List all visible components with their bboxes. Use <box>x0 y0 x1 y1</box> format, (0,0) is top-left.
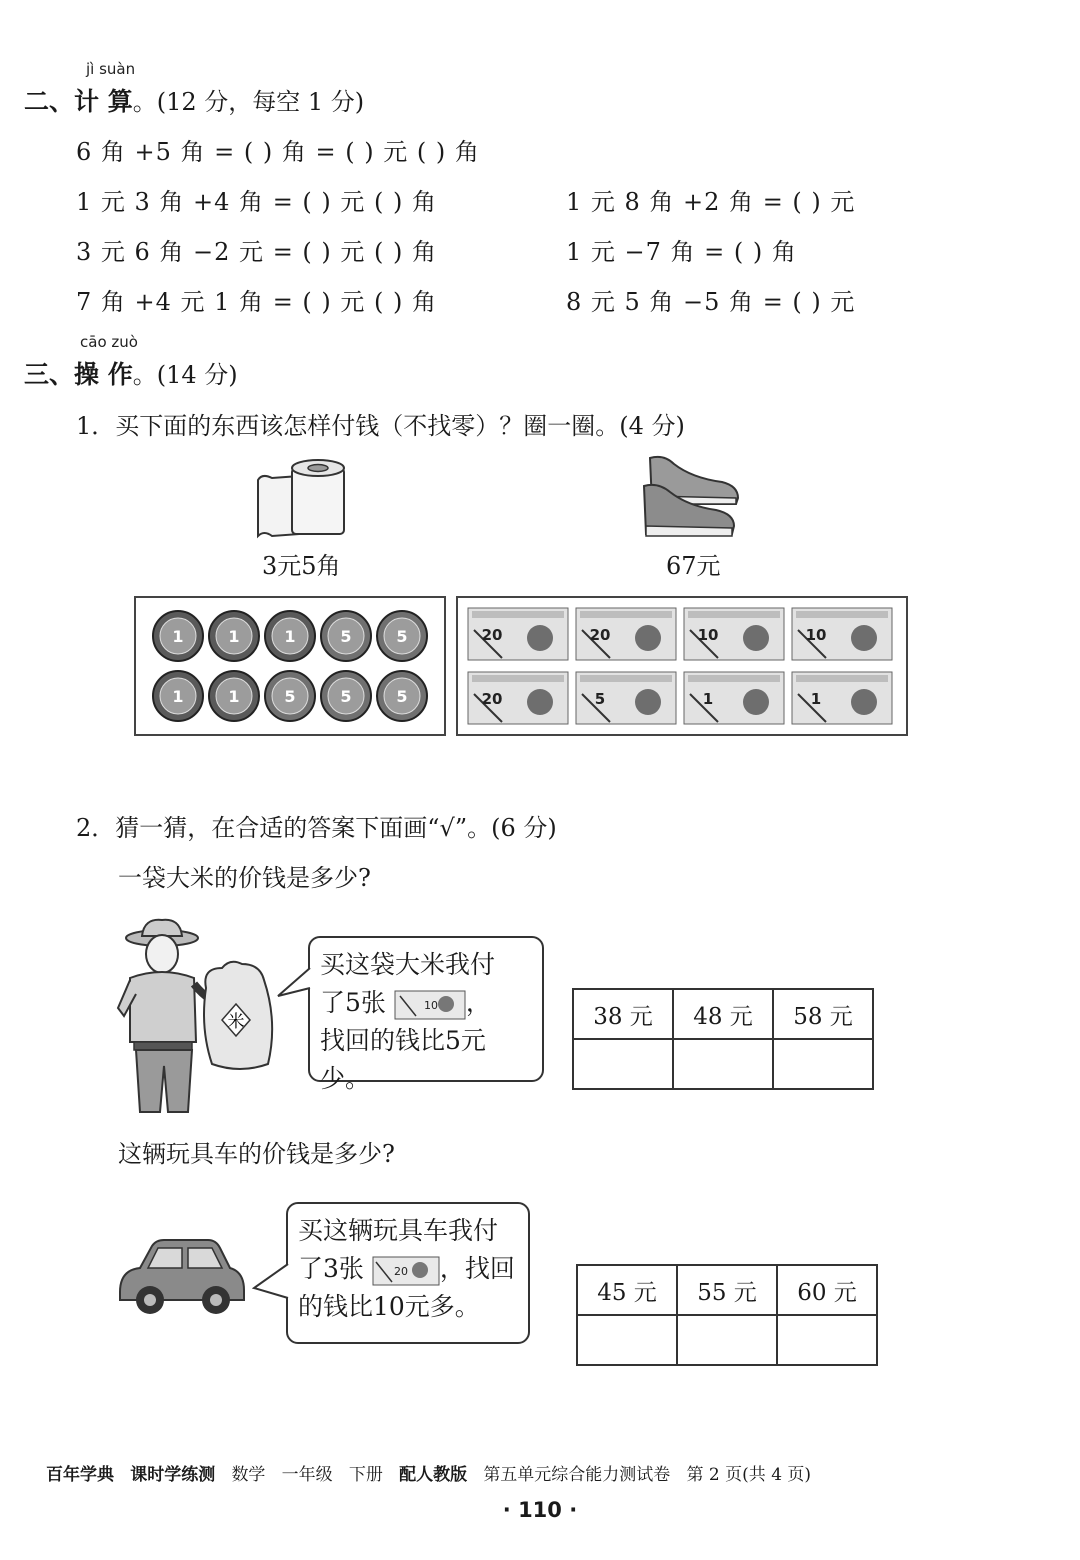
coin-value: 1 <box>172 687 184 706</box>
coins-svg <box>136 598 444 734</box>
section2-pinyin: jì suàn <box>86 60 136 78</box>
calc-line-2b: 1 元 8 角 +2 角 = ( ) 元 <box>566 188 856 216</box>
toy-car-icon <box>116 1234 248 1320</box>
five-jiao-coin[interactable] <box>377 671 427 721</box>
footer-series: 课时学练测 <box>130 1465 216 1485</box>
car-bubble-line-2 <box>298 1250 518 1288</box>
one-yuan-coin[interactable] <box>209 671 259 721</box>
rice-question: 一袋大米的价钱是多少? <box>118 864 371 892</box>
coin-value: 5 <box>340 687 352 706</box>
rice-bubble-line-3: 找回的钱比5元少。 <box>320 1026 486 1093</box>
coins-box <box>134 596 446 736</box>
banknote-value: 5 <box>594 690 606 708</box>
car-option-45: 45 元 <box>577 1265 677 1315</box>
coin-value: 5 <box>284 687 296 706</box>
calc-line-4b: 8 元 5 角 −5 角 = ( ) 元 <box>566 288 856 316</box>
rice-speech-bubble <box>308 936 544 1093</box>
q2-text: 2．猜一猜，在合适的答案下面画“√”。(6 分) <box>76 814 557 842</box>
rice-bag-label: 米 <box>227 1012 245 1032</box>
svg-text:20: 20 <box>393 1264 408 1278</box>
one-yuan-coin[interactable] <box>153 671 203 721</box>
shoes-icon <box>640 452 744 542</box>
rice-option-58: 58 元 <box>773 989 873 1039</box>
car-bubble-after: ，找回 <box>439 1254 515 1283</box>
rice-bubble-count: 了5张 <box>320 988 386 1017</box>
item1-price: 3元5角 <box>262 552 341 580</box>
banknote-value: 1 <box>810 690 822 708</box>
rice-option-48: 48 元 <box>673 989 773 1039</box>
car-option-60: 60 元 <box>777 1265 877 1315</box>
rice-answer-cell-1[interactable] <box>573 1039 673 1089</box>
item2-price: 67元 <box>666 552 721 580</box>
footer-subject: 数学 <box>231 1465 266 1485</box>
section3-note: 。(14 分) <box>132 361 238 389</box>
ten-yuan-note-icon <box>394 990 466 1020</box>
coin-value: 1 <box>228 627 240 646</box>
banknote-value: 20 <box>481 626 503 644</box>
farmer-icon <box>110 918 280 1114</box>
rice-bubble-tail <box>276 966 312 1000</box>
section2-note: 。(12 分，每空 1 分) <box>132 88 365 116</box>
banknote-20-yuan[interactable] <box>468 672 568 724</box>
five-jiao-coin[interactable] <box>321 671 371 721</box>
car-bubble-count: 了3张 <box>298 1254 364 1283</box>
calc-line-2a: 1 元 3 角 +4 角 = ( ) 元 ( ) 角 <box>76 188 438 216</box>
car-bubble-line-3: 的钱比10元多。 <box>298 1292 480 1321</box>
one-yuan-coin[interactable] <box>265 611 315 661</box>
section3-heading <box>24 355 238 391</box>
footer-grade: 一年级 <box>281 1465 333 1485</box>
car-answer-cell-1[interactable] <box>577 1315 677 1365</box>
banknote-20-yuan[interactable] <box>576 608 676 660</box>
rice-answer-table <box>572 988 874 1090</box>
banknotes-svg <box>458 598 906 734</box>
car-speech-bubble <box>286 1202 530 1344</box>
one-yuan-coin[interactable] <box>153 611 203 661</box>
footer-edition: 配人教版 <box>399 1465 468 1485</box>
rice-answer-cell-2[interactable] <box>673 1039 773 1089</box>
section3-pinyin: cāo zuò <box>80 333 138 351</box>
banknote-20-yuan[interactable] <box>468 608 568 660</box>
twenty-yuan-note-icon <box>372 1256 440 1286</box>
section2-heading <box>24 82 364 118</box>
coin-value: 5 <box>396 687 408 706</box>
calc-line-1: 6 角 +5 角 = ( ) 角 = ( ) 元 ( ) 角 <box>76 138 480 166</box>
rice-answer-cell-3[interactable] <box>773 1039 873 1089</box>
five-jiao-coin[interactable] <box>377 611 427 661</box>
footer-page-info: 第 2 页(共 4 页) <box>686 1465 812 1485</box>
car-bubble-tail <box>252 1262 290 1302</box>
rice-bubble-line-2 <box>320 984 532 1022</box>
five-jiao-coin[interactable] <box>265 671 315 721</box>
banknotes-box <box>456 596 908 736</box>
banknote-value: 20 <box>589 626 611 644</box>
banknote-value: 1 <box>702 690 714 708</box>
car-answer-cell-2[interactable] <box>677 1315 777 1365</box>
five-jiao-coin[interactable] <box>321 611 371 661</box>
car-answer-cell-3[interactable] <box>777 1315 877 1365</box>
section2-title: 二、计 算 <box>24 87 133 116</box>
page-number: · 110 · <box>502 1498 578 1522</box>
rice-bubble-comma: ， <box>465 988 491 1017</box>
footer-brand: 百年学典 <box>46 1465 114 1485</box>
footer-test: 第五单元综合能力测试卷 <box>483 1465 671 1485</box>
car-option-55: 55 元 <box>677 1265 777 1315</box>
car-question: 这辆玩具车的价钱是多少? <box>118 1140 395 1168</box>
banknote-value: 10 <box>805 626 827 644</box>
coin-value: 5 <box>396 627 408 646</box>
calc-line-4a: 7 角 +4 元 1 角 = ( ) 元 ( ) 角 <box>76 288 438 316</box>
section3-title: 三、操 作 <box>24 360 133 389</box>
calc-line-3a: 3 元 6 角 −2 元 = ( ) 元 ( ) 角 <box>76 238 438 266</box>
coin-value: 1 <box>172 627 184 646</box>
banknote-10-yuan[interactable] <box>684 608 784 660</box>
banknote-10-yuan[interactable] <box>792 608 892 660</box>
footer-volume: 下册 <box>348 1465 383 1485</box>
banknote-5-yuan[interactable] <box>576 672 676 724</box>
coin-value: 1 <box>228 687 240 706</box>
toilet-paper-icon <box>250 458 350 540</box>
footer <box>46 1460 811 1485</box>
banknote-1-yuan[interactable] <box>684 672 784 724</box>
banknote-value: 20 <box>481 690 503 708</box>
svg-text:10: 10 <box>423 998 438 1012</box>
coin-value: 5 <box>340 627 352 646</box>
q1-text: 1．买下面的东西该怎样付钱（不找零）？圈一圈。(4 分) <box>76 412 685 440</box>
coin-value: 1 <box>284 627 296 646</box>
one-yuan-coin[interactable] <box>209 611 259 661</box>
car-answer-table <box>576 1264 878 1366</box>
rice-option-38: 38 元 <box>573 989 673 1039</box>
rice-bubble-line-1: 买这袋大米我付 <box>320 950 496 979</box>
banknote-1-yuan[interactable] <box>792 672 892 724</box>
car-bubble-line-1: 买这辆玩具车我付 <box>298 1216 499 1245</box>
calc-line-3b: 1 元 −7 角 = ( ) 角 <box>566 238 797 266</box>
banknote-value: 10 <box>697 626 719 644</box>
